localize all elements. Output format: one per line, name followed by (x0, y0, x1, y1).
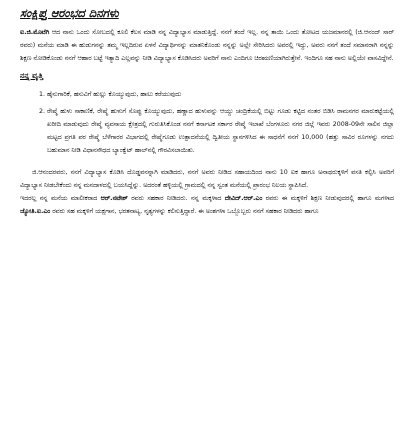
para3-mid2: ರವರು ಈ ಮಕ್ಕಳಿಗೆ ಶಿಕ್ಷಣ ನೀಡುವುದರಲ್ಲಿ ಹಾಗೂ ಮಗಳಾದ (262, 194, 394, 202)
section-heading: ನನ್ನ ವೃತ್ತಿ (20, 71, 44, 81)
profession-list (20, 89, 394, 157)
para3-post: ರವರು ಸಹ ಮಕ್ಕಳಿಗೆ ಯಕ್ಷಗಾನ, ಭರತನಾಟ್ಯ, ನೃತ್ಯಗಳನ್ನು ಕಲಿಸುತ್ತಿದ್ದಾರೆ. ಈ ಅಂಶಗಳಾ ಒಬ್ಬೊಬ್ಬರು ನನಗೆ ಸಹಕಾರ ನೀಡಿದರು ಹಾಗೂ (50, 207, 319, 215)
para3-mid1: ರವರು ಸಹಕಾರ ನೀಡಿದರು. ನನ್ನ ಮಕ್ಕಳಾದ (127, 194, 225, 202)
name-devid: ದೇವಿದ್.ಆರ್.ಎಂ (224, 194, 263, 202)
list-item: 2. ರೇಷ್ಮೆ ಹುಳು ಸಾಕಾಣಿಕೆ, ರೇಷ್ಮೆ ಹುಳುಗೆ ಸೊಪ್ಪು ಕೊಯ್ಯುವುದು, ಹಣ್ಣಾದ ಹುಳುವನ್ನು ಆಯ್ದು ಚಂದ್ರಿಕೆಯಲ್ಲಿ ಬಿಟ್ಟು ಗೂಡು ಕಟ್ಟಿದ ನಂತರ ಬಿಡಿಸಿ ರಾಮನಗರ ಮಾರುಕಟ್ಟೆಯಲ್ಲಿ ಖರೀದಿ ಮಾಡುವುದು ರೇಷ್ಮೆ ವ್ಯವಸಾಯ ಕ್ಷೇತ್ರದಲ್ಲಿ ಗುರುತಿಸಿಕೊಂಡ ನನಗೆ ಕರ್ನಾಟಕ ಸರ್ಕಾರ ರೇಷ್ಮೆ ಇಲಾಖೆ ಬೆಂಗಳೂರು ನಗರ ಜಿಲ್ಲೆ ಇವರು 2008-09ನೇ ಸಾಲಿನ ಜಿಲ್ಲಾ ಮಟ್ಟದ ಪ್ರಗತಿ ಪರ ರೇಷ್ಮೆ ಬೆಳೆಗಾರರ ವಿಭಾಗದಲ್ಲಿ ರೇಷ್ಮೆಗೂಡು ಉತ್ಪಾದನೆಯಲ್ಲಿ ದ್ವಿತೀಯ ಸ್ಥಾನಗಳಿಸಿದ ಈ ಸಾಧನೆಗೆ ನನಗೆ 10,000 (ಹತ್ತು ಸಾವಿರ ರೂಗಳನ್ನು ನಗದು ಬಹುಮಾನ ನೀಡಿ ವಿಧಾನಸೌಧದ ಬ್ಯಾಂಕ್ವೆಟ್ ಹಾಲ್‌ನಲ್ಲಿ ಗೌರವಿಸಲಾಯಿತು. (47, 106, 394, 157)
intro-text: ಆದ ನಾನು ಒಂದು ಸೋಬದಲ್ಲಿ ಕೂಲಿ ಕೆಲಸ ಮಾಡಿ ನನ್ನ ವಿದ್ಯಾಭ್ಯಾಸ ಮಾಡುತ್ತಿದ್ದೆ. ನನಗೆ ತಂದೆ ಇಲ್ಲ. ನನ್ನ ತಾಯಿ ಒಂದು ತೋಟದ ಯಜಮಾನರಲ್ಲಿ (ಜಿ.ಆನಂದ್ ಸಾರ್ ರವರು) ಮನೆಯ ಮಾಡಿ ಈ ಹುಡುಗನನ್ನು ತಮ್ಮ ಇಲ್ಲದಿರುವ ಏಳನೆ ವಿದ್ಯಾರ್ಥಿನನ್ನು ಮಾತನಿಕೊಂಡು ನನ್ನನ್ನು ಅಲ್ಲೇ ಸೇರಿಸಿದರು ಅವರಲ್ಲಿ ಇದ್ದು, ಅವರು ನನಗೆ ತಂದೆ ಸಮಾನರಾಗಿ ನನ್ನನ್ನು ಶಿಕ್ಷಣ ನೋಡಿಕೊಂಡು ನನಗೆ ಆಹಾರ ಬಟ್ಟೆ ಇತ್ಯಾದಿ ಎಲ್ಲವನ್ನು ನೀಡಿ ವಿದ್ಯಾಭ್ಯಾಸ ಕೊಡಿಸಿದರು ಅವರಿಗೆ ನಾನು ಎಂದಿಗೂ ಚಿರಋಣಿಯಾಗಿರುತ್ತೇನೆ. ಇಂದಿಗೂ ಸಹ ನಾನು ಅಲ್ಲಿಯೇ ವಾಸವಿದ್ದೇನೆ. (20, 29, 394, 62)
paragraph-three (20, 193, 394, 219)
list-item: 1. ಹೈನುಗಾರಿಕೆ, ಹಸುವಿಗೆ ಹುಲ್ಲು ಕೊಯ್ಯುವುದು, ಹಾಲು ಕರೆಯುವುದು (47, 89, 394, 102)
author-name: ಐ.ಜಿ.ಮೊಟೆಗಿ (20, 29, 50, 36)
intro-paragraph (20, 27, 394, 65)
name-jyothi: ಜ್ಯೋತಿ.ಐ.ಎಂ (20, 207, 51, 215)
para3-pre: ಇದರಲ್ಲ ನನ್ನ ಮನೆಯ ಮಾಲೀಕರಾದ (20, 194, 101, 202)
paragraph-two: ಜಿ.ಆನಂದರವರು, ನನಗೆ ವಿದ್ಯಾಭ್ಯಾಸ ಕೊಡಿಸಿ ದೊಡ್ಡವನನ್ನಾಗಿ ಮಾಡಿದರು, ನನಗೆ ಅವರು ನೀಡಿದ ಸಹಾಯದಿಂದ ನಾನು 10 ಐಕ ಹಾಗೂ ಅನಾಥರುಕ್ಕಳಿಗೆ ವಸತಿ ಕಲ್ಪಿಸಿ ಅವರಿಗೆ ವಿದ್ಯಾಭ್ಯಾಸ ನೀಡಬೇಕೆಂದು ನನ್ನ ಮನದಾಳದಲ್ಲಿ ಬಯಸಿದ್ದೆನ್ನು. ಅದರಂತೆ ಹಳ್ಳಿಯಲ್ಲಿ ಗ್ರಾಮದಲ್ಲಿ ನನ್ನ ಸ್ವಂತ ಮನೆಯಲ್ಲಿ ಪ್ರಾರಂಭ ನಿಲಯ ಸ್ಥಾಪಿಸಿದೆ. (20, 169, 394, 190)
name-natesh: ಆರ್.ನಟೇಶ್ (100, 194, 128, 202)
page-title: ಸಂಕ್ಷಿಪ್ತ ಆರಂಭದ ದಿನಗಳು (20, 6, 119, 20)
